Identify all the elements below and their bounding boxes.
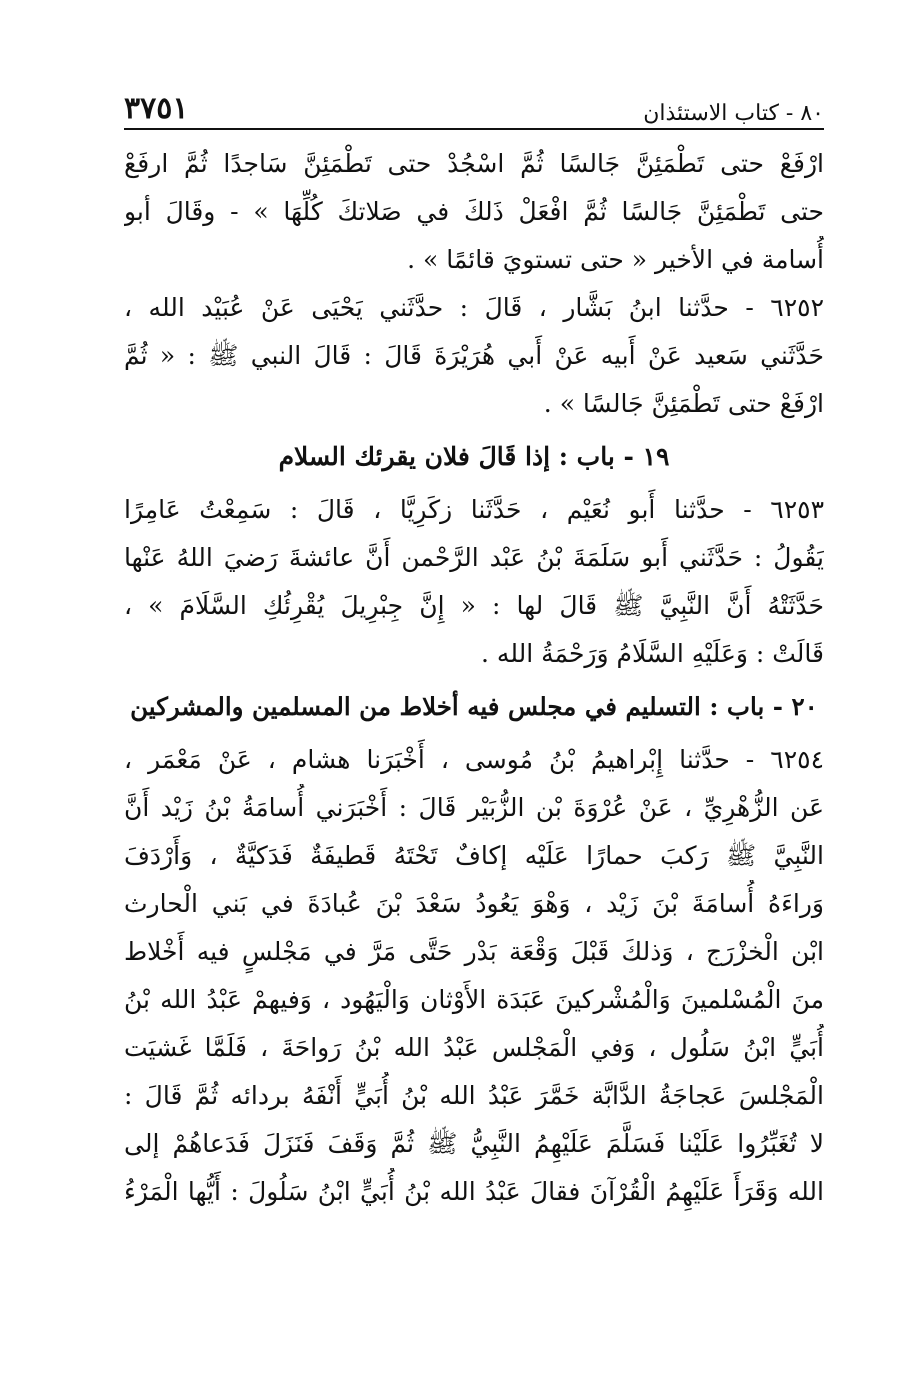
chapter-heading-19: ١٩ - باب : إذا قَالَ فلان يقرئك السلام bbox=[278, 442, 670, 471]
text-line: يَقُولُ : حَدَّثَني أَبو سَلَمَةَ بْنُ عَبْد الرَّحْمن أَنَّ عائشةَ رَضيَ اللهُ عَنْها bbox=[124, 543, 824, 572]
header-rule bbox=[124, 128, 824, 130]
hadith-6254-line: ٦٢٥٤ - حدَّثنا إِبْراهيمُ بْنُ مُوسى ، أَخْبَرَنا هشام ، عَنْ مَعْمَر ، bbox=[124, 745, 824, 774]
text-line: أُبَيٍّ ابْنُ سَلُول ، وَفي الْمَجْلس عَبْدُ الله بْنُ رَواحَةَ ، فَلَمَّا غَشيَت bbox=[124, 1033, 824, 1062]
text-line: عَن الزُّهْرِيِّ ، عَنْ عُرْوَةَ بْن الزُّبَيْر قَالَ : أَخْبَرَني أُسامَةُ بْنُ زَيْد أَنَّ bbox=[124, 793, 824, 822]
hadith-6253-line: ٦٢٥٣ - حدَّثنا أَبو نُعَيْم ، حَدَّثَنا زكَرِيَّا ، قَالَ : سَمِعْتُ عَامِرًا bbox=[124, 495, 824, 524]
chapter-heading-20: ٢٠ - باب : التسليم في مجلس فيه أخلاط من المسلمين والمشركين bbox=[130, 692, 818, 721]
text-line: منَ الْمُسْلمينَ وَالْمُشْركينَ عَبَدَة الأَوْثان وَالْيَهُود ، وَفيهمْ عَبْدُ الله بْنُ bbox=[124, 985, 824, 1014]
text-line: حَدَّثَتْهُ أَنَّ النَّبِيَّ ﷺ قَالَ لها : « إِنَّ جِبْرِيلَ يُقْرِئُكِ السَّلَامَ » ، bbox=[124, 591, 824, 620]
hadith-6252-line: ٦٢٥٢ - حدَّثنا ابنُ بَشَّار ، قَالَ : حدَّثَني يَحْيَى عَنْ عُبَيْد الله ، bbox=[124, 293, 824, 322]
text-line: قَالَتْ : وَعَلَيْهِ السَّلَامُ وَرَحْمَةُ الله . bbox=[481, 639, 824, 668]
text-line: وَراءَهُ أُسامَةَ بْنَ زَيْد ، وَهْوَ يَعُودُ سَعْدَ بْنَ عُبادَةَ في بَني الْحارث bbox=[124, 889, 824, 918]
page-header bbox=[124, 86, 824, 126]
text-line: أُسامة في الأخير « حتى تستويَ قائمًا » . bbox=[407, 245, 824, 274]
text-line: ابْن الْخزْرَج ، وَذلكَ قَبْلَ وَقْعَة بَدْر حَتَّى مَرَّ في مَجْلسٍ فيه أَخْلاط bbox=[124, 937, 824, 966]
page-body bbox=[124, 140, 824, 1216]
text-line: النَّبِيَّ ﷺ رَكبَ حمارًا عَلَيْه إكافٌ تَحْتَهُ قَطيفَةٌ فَدَكيَّةٌ ، وَأَرْدَفَ bbox=[124, 841, 824, 870]
text-line: ارْفَعْ حتى تَطْمَئِنَّ جَالسًا ثُمَّ اسْجُدْ حتى تَطْمَئِنَّ سَاجدًا ثُمَّ ارفَعْ bbox=[124, 149, 824, 178]
text-line: حتى تَطْمَئِنَّ جَالسًا ثُمَّ افْعَلْ ذَلكَ في صَلاتكَ كُلِّهَا » - وقَالَ أبو bbox=[124, 197, 824, 226]
text-line: ارْفَعْ حتى تَطْمَئِنَّ جَالسًا » . bbox=[543, 389, 824, 418]
chapter-title: ٨٠ - كتاب الاستئذان bbox=[643, 101, 824, 126]
text-line: لا تُغَبِّرُوا عَلَيْنا فَسَلَّمَ عَلَيْهِمُ النَّبِيُّ ﷺ ثُمَّ وَقَفَ فَنَزَلَ فَدَعاهُمْ إلى bbox=[124, 1129, 824, 1158]
text-line: الله وَقَرَأَ عَلَيْهِمُ الْقُرْآنَ فقالَ عَبْدُ الله بْنُ أُبَيٍّ ابْنُ سَلُولَ : أَيُّها الْمَرْءُ bbox=[124, 1177, 824, 1206]
page-number: ٣٧٥١ bbox=[124, 91, 189, 126]
text-line: حَدَّثَني سَعيد عَنْ أَبيه عَنْ أَبي هُرَيْرَةَ قَالَ : قَالَ النبي ﷺ : « ثُمَّ bbox=[124, 341, 824, 370]
text-line: الْمَجْلسَ عَجاجَةُ الدَّابَّة خَمَّرَ عَبْدُ الله بْنُ أُبَيٍّ أَنْفَهُ بردائه ثُمَّ قَالَ : bbox=[124, 1081, 824, 1110]
